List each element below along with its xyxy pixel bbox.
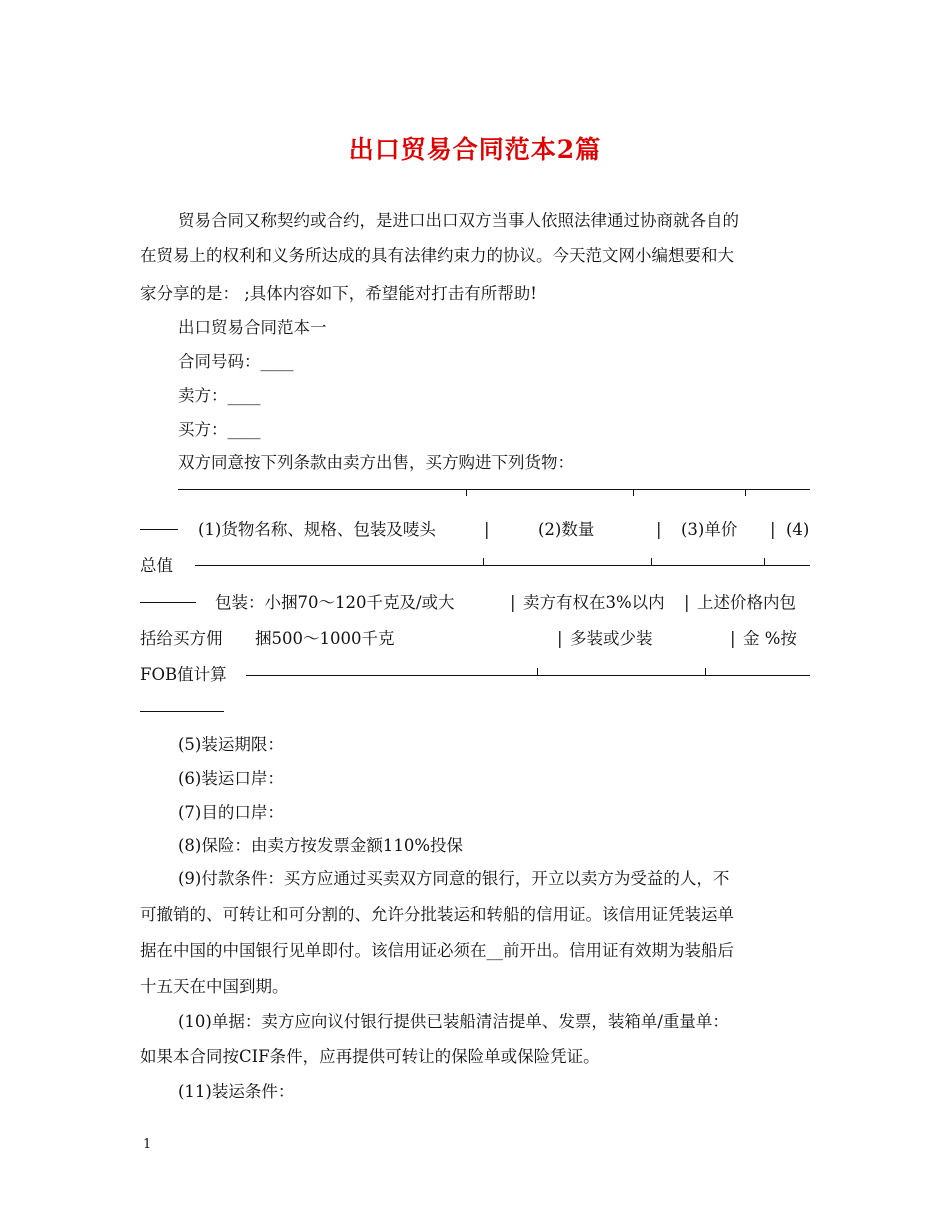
clause-9-line-3: 据在中国的中国银行见单即付。该信用证必须在__前开出。信用证有效期为装船后	[140, 941, 734, 960]
table-cell-price-cont: 金 %按	[743, 629, 797, 648]
section-title: 出口贸易合同范本一	[178, 318, 327, 337]
table-tick	[705, 668, 706, 675]
clause-7: (7)目的口岸：	[178, 803, 284, 822]
table-rule-stub	[140, 602, 196, 603]
table-tick	[651, 558, 652, 565]
table-tick	[466, 489, 467, 496]
table-divider: |	[656, 520, 662, 539]
clause-9-line-1: (9)付款条件：买方应通过买卖双方同意的银行，开立以卖方为受益的人，不	[178, 869, 730, 888]
clause-10-line-2: 如果本合同按CIF条件，应再提供可转让的保险单或保险凭证。	[140, 1047, 600, 1066]
intro-line-1: 贸易合同又称契约或合约，是进口出口双方当事人依照法律通过协商就各自的	[178, 211, 739, 230]
table-header-quantity: (2)数量	[538, 520, 595, 539]
seller-line: 卖方：____	[178, 386, 261, 405]
table-tick	[483, 558, 484, 565]
table-tick	[633, 489, 634, 496]
clause-9-line-2: 可撤销的、可转让和可分割的、允许分批装运和转船的信用证。该信用证凭装运单	[140, 905, 734, 924]
table-divider: |	[484, 520, 490, 539]
table-tick	[537, 668, 538, 675]
clause-5: (5)装运期限：	[178, 735, 284, 754]
table-divider: |	[684, 593, 690, 612]
clause-10-line-1: (10)单据：卖方应向议付银行提供已装船清洁提单、发票，装箱单/重量单：	[178, 1012, 729, 1031]
table-divider: |	[730, 629, 736, 648]
table-cell-commission: 括给买方佣	[140, 629, 223, 648]
intro-line-2: 在贸易上的权利和义务所达成的具有法律约束力的协议。今天范文网小编想要和大	[140, 246, 734, 265]
clause-6: (6)装运口岸：	[178, 769, 284, 788]
table-mid-rule	[195, 565, 810, 566]
intro-line-3: 家分享的是： ;具体内容如下，希望能对打击有所帮助!	[140, 284, 537, 303]
buyer-line: 买方：____	[178, 420, 261, 439]
table-header-price: (3)单价	[681, 520, 738, 539]
table-tick	[764, 558, 765, 565]
page-title: 出口贸易合同范本2篇	[348, 135, 602, 164]
table-end-rule	[140, 711, 224, 712]
table-bottom-rule	[246, 675, 810, 676]
table-cell-price-note: 上述价格内包	[697, 593, 796, 612]
agreement-line: 双方同意按下列条款由卖方出售，买方购进下列货物：	[178, 453, 574, 472]
table-header-total: (4)	[786, 520, 810, 539]
table-tick	[745, 489, 746, 496]
clause-11: (11)装运条件：	[178, 1082, 295, 1101]
table-divider: |	[770, 520, 776, 539]
table-cell-quantity-note: 卖方有权在3%以内	[523, 593, 665, 612]
table-header-total-cont: 总值	[140, 556, 173, 575]
page-number: 1	[143, 1137, 152, 1152]
table-divider: |	[510, 593, 516, 612]
table-cell-packing: 包装：小捆70～120千克及/或大	[215, 593, 455, 612]
table-top-rule	[178, 489, 810, 490]
table-divider: |	[557, 629, 563, 648]
table-header-goods: (1)货物名称、规格、包装及唛头	[198, 520, 436, 539]
table-cell-quantity-cont: 多装或少装	[570, 629, 653, 648]
table-cell-packing-cont: 捆500～1000千克	[255, 629, 395, 648]
contract-number: 合同号码：____	[178, 352, 294, 371]
clause-9-line-4: 十五天在中国到期。	[140, 977, 289, 996]
clause-8: (8)保险：由卖方按发票金额110%投保	[178, 836, 464, 855]
table-cell-fob: FOB值计算	[140, 665, 227, 684]
table-rule-stub	[140, 529, 178, 530]
